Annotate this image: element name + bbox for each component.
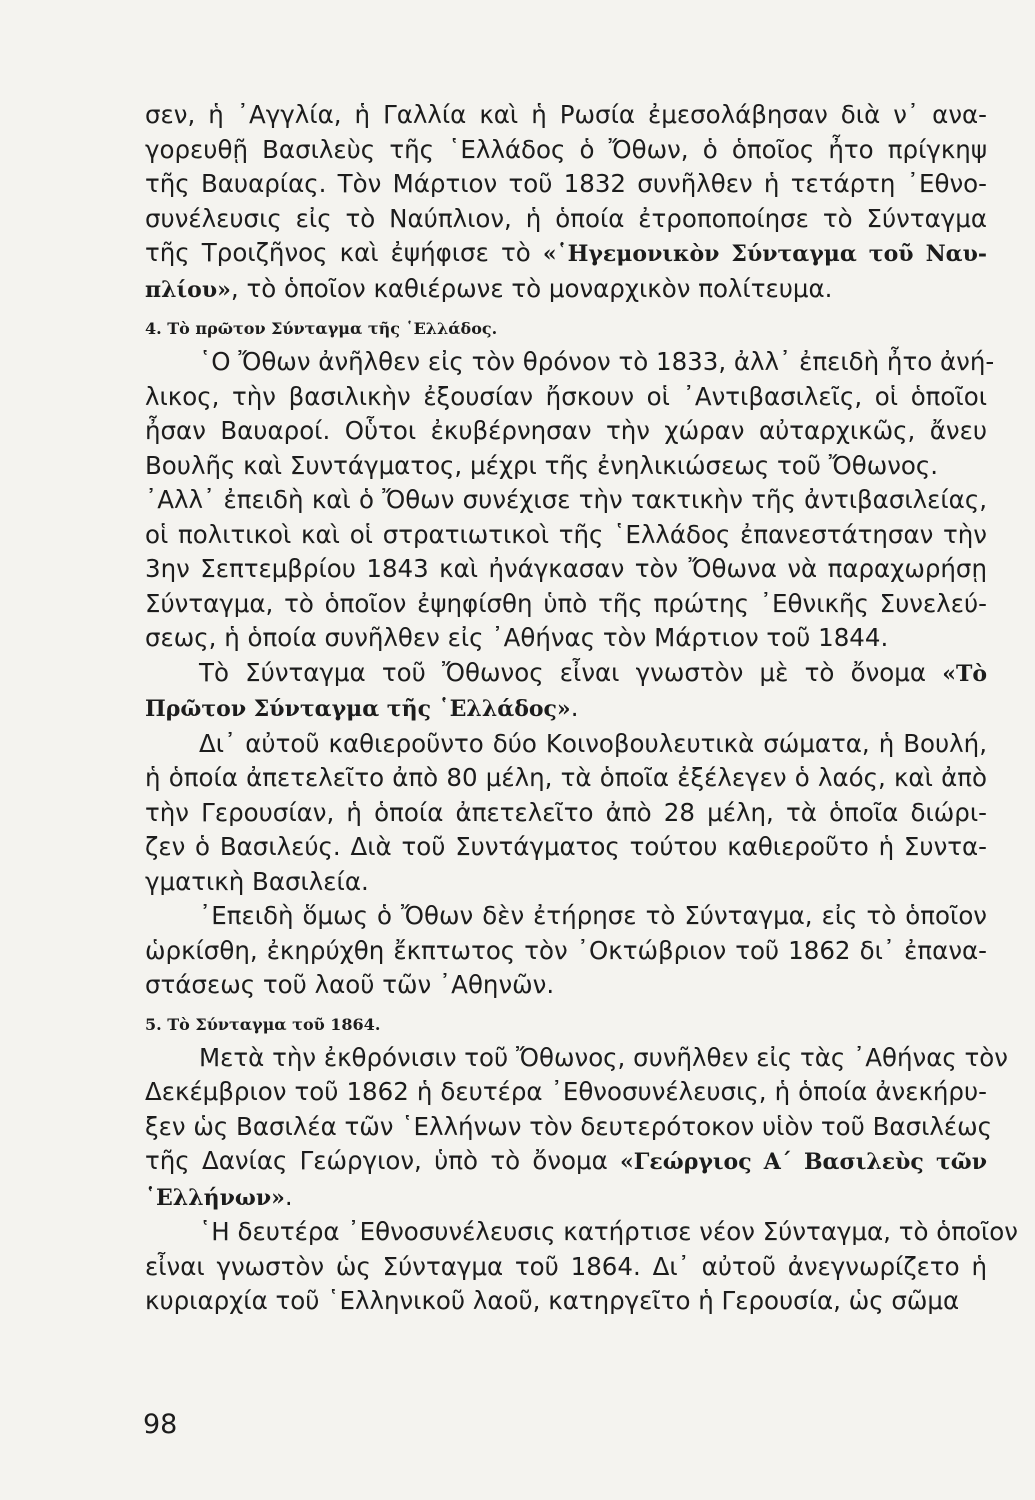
paragraph bbox=[145, 727, 987, 900]
text-line bbox=[145, 1075, 987, 1110]
text-line bbox=[145, 1180, 987, 1216]
paragraph bbox=[145, 656, 987, 727]
text-line bbox=[145, 621, 987, 656]
text-run: τῆς Δανίας Γεώργιον, ὑπὸ τὸ ὄνομα bbox=[145, 1146, 621, 1175]
text-line bbox=[145, 483, 987, 518]
text-run: . bbox=[284, 1181, 293, 1211]
bold-text: «῾Ηγεμονικὸν Σύνταγμα τοῦ Ναυ- bbox=[542, 241, 987, 267]
text-line bbox=[145, 552, 987, 587]
text-run: ἦσαν Βαυαροί. Οὗτοι ἐκυβέρνησαν τὴν χώραν αὐταρχικῶς, ἄνευ bbox=[145, 416, 987, 445]
text-line bbox=[145, 202, 987, 237]
text-run: . bbox=[570, 693, 579, 722]
text-run: ᾿Επειδὴ ὅμως ὁ Ὄθων δὲν ἐτήρησε τὸ Σύνταγμα, εἰς τὸ ὁποῖον bbox=[199, 901, 987, 930]
paragraph bbox=[145, 1041, 1008, 1216]
text-run: σεν, ἡ ᾿Αγγλία, ἡ Γαλλία καὶ ἡ Ρωσία ἐμεσολάβησαν διὰ ν᾿ ανα- bbox=[145, 100, 987, 129]
bold-text: Πρῶτον Σύνταγμα τῆς ῾Ελλάδος» bbox=[145, 696, 571, 722]
text-run: γορευθῇ Βασιλεὺς τῆς ῾Ελλάδος ὁ Ὄθων, ὁ ὁποῖος ἦτο πρίγκηψ bbox=[145, 134, 987, 164]
text-line bbox=[145, 414, 987, 449]
text-run: Σύνταγμα, τὸ ὁποῖον ἐψηφίσθη ὑπὸ τῆς πρώτης ᾿Εθνικῆς Συνελεύ- bbox=[145, 588, 987, 618]
bold-text: «Τὸ bbox=[942, 660, 987, 687]
text-line bbox=[145, 518, 987, 553]
text-run: Δεκέμβριον τοῦ 1862 ἡ δευτέρα ᾿Εθνοσυνέλευσις, ἡ ὁποία ἀνεκήρυ- bbox=[145, 1077, 987, 1106]
text-run: ῾Η δευτέρα ᾿Εθνοσυνέλευσις κατήρτισε νέον Σύνταγμα, τὸ ὁποῖον bbox=[199, 1217, 1018, 1246]
text-line bbox=[145, 865, 987, 900]
paragraph bbox=[145, 98, 987, 307]
text-run: στάσεως τοῦ λαοῦ τῶν ᾿Αθηνῶν. bbox=[145, 970, 555, 999]
paragraph bbox=[145, 345, 995, 483]
text-line bbox=[145, 830, 987, 865]
text-run: ὡρκίσθη, ἐκηρύχθη ἔκπτωτος τὸν ᾿Οκτώβριον τοῦ 1862 δι᾿ ἐπανα- bbox=[145, 935, 987, 965]
text-run: γματικὴ Βασιλεία. bbox=[145, 866, 369, 896]
paragraph bbox=[145, 483, 987, 656]
text-run: οἱ πολιτικοὶ καὶ οἱ στρατιωτικοὶ τῆς ῾Ελλάδος ἐπανεστάτησαν τὴν bbox=[145, 519, 987, 549]
text-line bbox=[145, 656, 987, 692]
text-line bbox=[145, 380, 987, 415]
text-line bbox=[145, 1110, 993, 1145]
text-line bbox=[145, 968, 987, 1003]
text-run: ῾Ο Ὄθων ἀνῆλθεν εἰς τὸν θρόνον τὸ 1833, ἀλλ᾿ ἐπειδὴ ἦτο ἀνή- bbox=[199, 347, 995, 376]
text-line bbox=[145, 691, 987, 727]
text-run: ζεν ὁ Βασιλεύς. Διὰ τοῦ Συντάγματος τούτου καθιεροῦτο ἡ Συντα- bbox=[145, 832, 987, 861]
text-run: ἡ ὁποία ἀπετελεῖτο ἀπὸ 80 μέλη, τὰ ὁποῖα ἐξέλεγεν ὁ λαός, καὶ ἀπὸ bbox=[145, 763, 987, 792]
text-run: Μετὰ τὴν ἐκθρόνισιν τοῦ Ὄθωνος, συνῆλθεν εἰς τὰς ᾿Αθήνας τὸν bbox=[199, 1042, 1008, 1072]
text-run: Βουλῆς καὶ Συντάγματος, μέχρι τῆς ἐνηλικιώσεως τοῦ Ὄθωνος. bbox=[145, 450, 939, 480]
text-run: ξεν ὡς Βασιλέα τῶν ῾Ελλήνων τὸν δευτερότοκον υἱὸν τοῦ Βασιλέως bbox=[145, 1111, 993, 1141]
text-line bbox=[145, 345, 995, 380]
text-line bbox=[145, 796, 987, 831]
text-run: 3ην Σεπτεμβρίου 1843 καὶ ἠνάγκασαν τὸν Ὄθωνα νὰ παραχωρήσῃ bbox=[145, 554, 987, 583]
text-line bbox=[145, 1250, 987, 1285]
body-text bbox=[145, 98, 1018, 1319]
text-line bbox=[145, 1041, 1008, 1076]
section-heading: 5. Τὸ Σύνταγμα τοῦ 1864. bbox=[145, 1014, 381, 1034]
text-run: σεως, ἡ ὁποία συνῆλθεν εἰς ᾿Αθήνας τὸν Μάρτιον τοῦ 1844. bbox=[145, 623, 889, 652]
text-line bbox=[145, 727, 987, 762]
text-run: εἶναι γνωστὸν ὡς Σύνταγμα τοῦ 1864. Δι᾿ αὐτοῦ ἀνεγνωρίζετο ἡ bbox=[145, 1251, 987, 1281]
section-heading: 4. Τὸ πρῶτον Σύνταγμα τῆς ῾Ελλάδος. bbox=[145, 319, 498, 338]
text-line bbox=[145, 236, 987, 272]
page-number: 98 bbox=[143, 1409, 178, 1440]
text-line bbox=[145, 1144, 987, 1180]
text-run: Τὸ Σύνταγμα τοῦ Ὄθωνος εἶναι γνωστὸν μὲ τὸ ὄνομα bbox=[199, 657, 943, 687]
text-run: Δι᾿ αὐτοῦ καθιεροῦντο δύο Κοινοβουλευτικὰ σώματα, ἡ Βουλή, bbox=[199, 728, 987, 758]
text-line bbox=[145, 934, 987, 969]
text-line bbox=[145, 449, 987, 484]
text-run: κυριαρχία τοῦ ῾Ελληνικοῦ λαοῦ, κατηργεῖτο ἡ Γερουσία, ὡς σῶμα bbox=[145, 1286, 960, 1315]
text-line bbox=[145, 761, 987, 796]
text-run: τῆς Τροιζῆνος καὶ ἐψήφισε τὸ bbox=[145, 238, 543, 267]
paragraph bbox=[145, 1215, 1018, 1319]
text-run: , τὸ ὁποῖον καθιέρωνε τὸ μοναρχικὸν πολίτευμα. bbox=[230, 273, 833, 303]
bold-text: πλίου» bbox=[145, 276, 231, 303]
text-line bbox=[145, 1215, 1018, 1250]
bold-text: «Γεώργιος Α΄ Βασιλεὺς τῶν bbox=[620, 1149, 987, 1175]
text-line bbox=[145, 1284, 987, 1319]
text-line bbox=[145, 133, 987, 168]
text-line bbox=[145, 167, 987, 202]
text-line bbox=[145, 587, 987, 622]
bold-text: ῾Ελλήνων» bbox=[145, 1184, 285, 1211]
paragraph bbox=[145, 899, 987, 1003]
text-run: λικος, τὴν βασιλικὴν ἐξουσίαν ἤσκουν οἱ ᾿Αντιβασιλεῖς, οἱ ὁποῖοι bbox=[145, 381, 987, 411]
text-run: τῆς Βαυαρίας. Τὸν Μάρτιον τοῦ 1832 συνῆλθεν ἡ τετάρτη ᾿Εθνο- bbox=[145, 169, 987, 198]
text-run: συνέλευσις εἰς τὸ Ναύπλιον, ἡ ὁποία ἐτροποποίησε τὸ Σύνταγμα bbox=[145, 203, 987, 233]
text-line bbox=[145, 98, 987, 133]
text-run: ᾿Αλλ᾿ ἐπειδὴ καὶ ὁ Ὄθων συνέχισε τὴν τακτικὴν τῆς ἀντιβασιλείας, bbox=[145, 485, 987, 514]
text-line bbox=[145, 272, 987, 308]
text-line bbox=[145, 899, 987, 934]
text-run: τὴν Γερουσίαν, ἡ ὁποία ἀπετελεῖτο ἀπὸ 28 μέλη, τὰ ὁποῖα διώρι- bbox=[145, 797, 987, 827]
